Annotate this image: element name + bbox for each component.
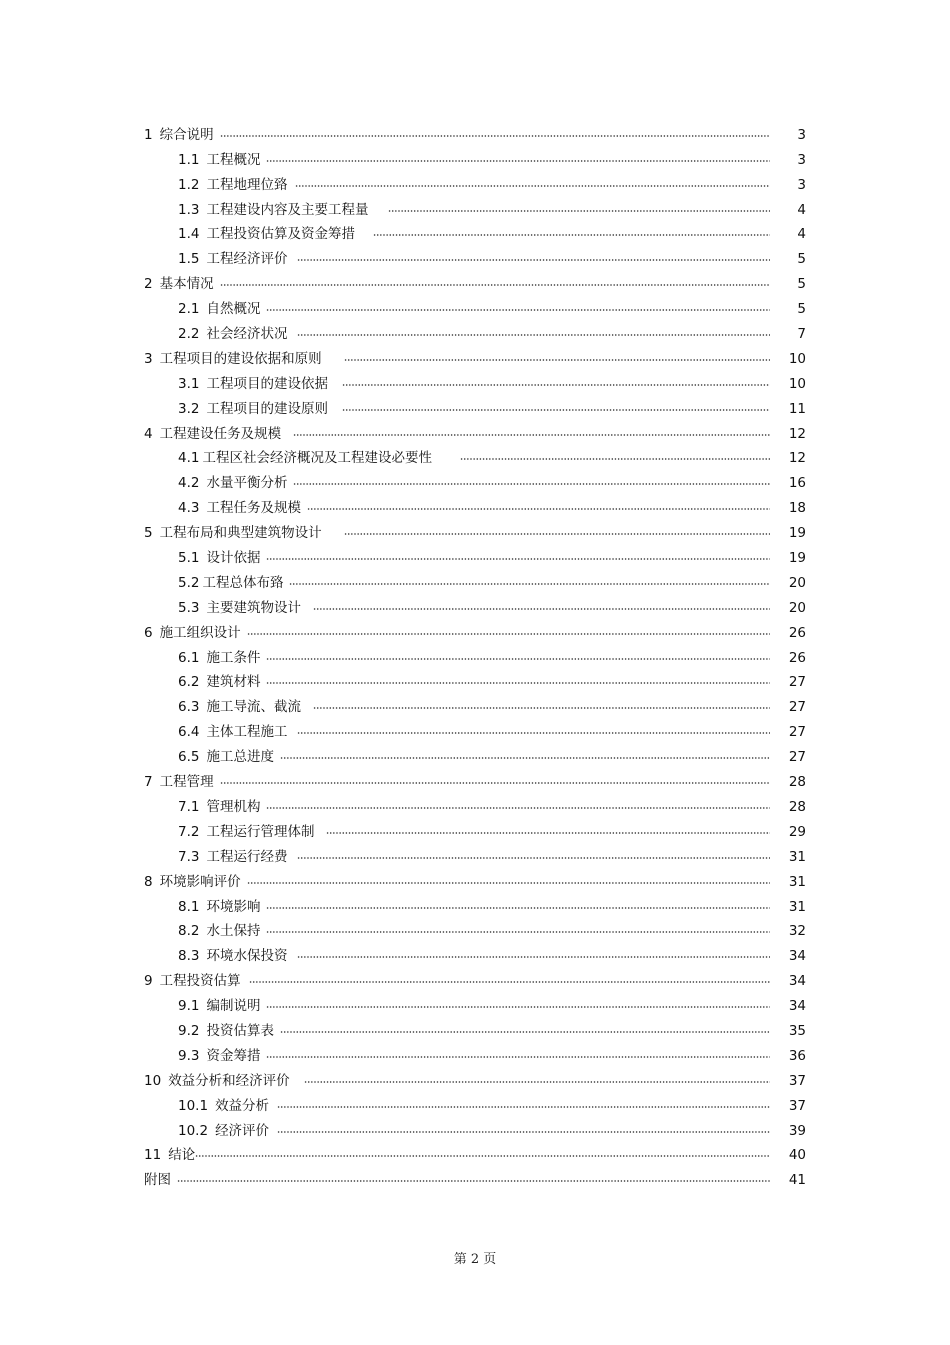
toc-entry-page-number: 31 — [788, 848, 806, 865]
toc-entry-page-number: 16 — [788, 475, 806, 492]
toc-entry-title: 施工导流、截流 — [206, 699, 301, 716]
toc-entry-page-number: 4 — [797, 226, 806, 243]
toc-leader-dots — [297, 331, 770, 339]
toc-entry-section[interactable] — [0, 1039, 806, 1064]
toc-entry-page-number: 37 — [788, 1072, 806, 1089]
toc-leader-dots — [344, 356, 770, 364]
toc-entry-title: 工程布局和典型建筑物设计 — [159, 525, 322, 542]
toc-entry-page-number: 31 — [788, 873, 806, 890]
toc-entry-section[interactable] — [0, 566, 806, 591]
toc-leader-dots — [297, 729, 770, 737]
toc-entry-number: 9 — [144, 973, 153, 990]
toc-entry-section[interactable] — [0, 1089, 806, 1114]
toc-entry-page-number: 29 — [788, 823, 806, 840]
toc-entry-number: 8.1 — [178, 898, 200, 915]
toc-leader-dots — [289, 580, 770, 588]
toc-entry-title: 投资估算表 — [206, 1022, 274, 1039]
toc-leader-dots — [293, 431, 770, 439]
toc-leader-dots — [266, 655, 770, 663]
toc-entry-page-number: 5 — [797, 251, 806, 268]
toc-leader-dots — [266, 928, 770, 936]
toc-leader-dots — [293, 480, 770, 488]
toc-entry-section[interactable] — [0, 715, 806, 740]
toc-leader-dots — [266, 804, 770, 812]
toc-leader-dots — [297, 256, 770, 264]
toc-entry-page-number: 20 — [788, 574, 806, 591]
toc-entry-page-number: 40 — [788, 1147, 806, 1164]
toc-entry-section[interactable] — [0, 292, 806, 317]
toc-entry-section[interactable] — [0, 690, 806, 715]
toc-leader-dots — [295, 182, 770, 190]
toc-entry-page-number: 7 — [797, 326, 806, 343]
toc-entry-page-number: 3 — [797, 176, 806, 193]
toc-entry-title: 结论 — [168, 1147, 196, 1164]
toc-entry-number: 1.3 — [178, 201, 200, 218]
toc-entry-title: 工程区社会经济概况及工程建设必要性 — [202, 450, 432, 467]
toc-leader-dots — [266, 157, 770, 165]
toc-leader-dots — [266, 306, 770, 314]
toc-leader-dots — [307, 505, 770, 513]
toc-entry-number: 6.4 — [178, 724, 200, 741]
toc-entry-title: 工程概况 — [206, 151, 261, 168]
toc-entry-page-number: 27 — [788, 674, 806, 691]
toc-leader-dots — [266, 1053, 770, 1061]
toc-leader-dots — [344, 530, 770, 538]
toc-entry-chapter[interactable] — [0, 118, 806, 143]
toc-entry-number: 9.2 — [178, 1022, 200, 1039]
toc-entry-number: 9.3 — [178, 1047, 200, 1064]
toc-entry-title: 工程总体布臵 — [202, 574, 284, 591]
toc-entry-number: 6.3 — [178, 699, 200, 716]
toc-entry-number: 6.5 — [178, 749, 200, 766]
toc-leader-dots — [342, 406, 770, 414]
toc-entry-number: 1.2 — [178, 176, 200, 193]
toc-entry-section[interactable] — [0, 989, 806, 1014]
toc-entry-title: 管理机构 — [206, 798, 261, 815]
toc-entry-page-number: 10 — [788, 375, 806, 392]
toc-entry-section[interactable] — [0, 840, 806, 865]
toc-entry-section[interactable] — [0, 641, 806, 666]
toc-leader-dots — [220, 132, 770, 140]
toc-entry-page-number: 19 — [788, 550, 806, 567]
toc-leader-dots — [277, 1128, 770, 1136]
toc-entry-page-number: 3 — [797, 151, 806, 168]
toc-entry-number: 5.1 — [178, 550, 200, 567]
toc-entry-title: 自然概况 — [206, 301, 261, 318]
toc-entry-section[interactable] — [0, 740, 806, 765]
toc-entry-title: 建筑材料 — [206, 674, 261, 691]
toc-entry-chapter[interactable] — [0, 267, 806, 292]
toc-entry-title: 工程投资估算及资金筹措 — [206, 226, 355, 243]
toc-entry-page-number: 28 — [788, 798, 806, 815]
toc-entry-number: 11 — [144, 1147, 162, 1164]
toc-leader-dots — [247, 879, 770, 887]
toc-entry-section[interactable] — [0, 392, 806, 417]
toc-entry-title: 工程经济评价 — [206, 251, 288, 268]
toc-entry-number: 9.1 — [178, 998, 200, 1015]
toc-entry-title: 工程管理 — [159, 774, 214, 791]
toc-entry-number: 1.4 — [178, 226, 200, 243]
toc-entry-number: 7.3 — [178, 848, 200, 865]
toc-entry-number: 7.2 — [178, 823, 200, 840]
toc-entry-page-number: 32 — [788, 923, 806, 940]
toc-entry-chapter[interactable] — [0, 865, 806, 890]
toc-entry-number: 10 — [144, 1072, 162, 1089]
toc-entry-section[interactable] — [0, 815, 806, 840]
toc-entry-section[interactable] — [0, 466, 806, 491]
toc-entry-title: 工程任务及规模 — [206, 500, 301, 517]
toc-entry-title: 环境影响评价 — [159, 873, 241, 890]
toc-entry-title: 施工总进度 — [206, 749, 274, 766]
toc-leader-dots — [247, 630, 770, 638]
toc-leader-dots — [313, 605, 770, 613]
toc-entry-title: 主体工程施工 — [206, 724, 288, 741]
toc-leader-dots — [195, 1152, 770, 1160]
toc-entry-title: 工程运行经费 — [206, 848, 288, 865]
toc-entry-number: 5.2 — [178, 574, 200, 591]
toc-entry-title: 工程项目的建设依据和原则 — [159, 350, 322, 367]
toc-entry-page-number: 37 — [788, 1097, 806, 1114]
toc-entry-page-number: 26 — [788, 649, 806, 666]
toc-entry-number: 5.3 — [178, 599, 200, 616]
toc-entry-title: 水土保持 — [206, 923, 261, 940]
toc-entry-page-number: 20 — [788, 599, 806, 616]
toc-entry-page-number: 31 — [788, 898, 806, 915]
toc-entry-title: 施工组织设计 — [159, 624, 241, 641]
toc-leader-dots — [266, 679, 770, 687]
toc-entry-section[interactable] — [0, 666, 806, 691]
toc-entry-number: 3 — [144, 350, 153, 367]
toc-entry-chapter[interactable] — [0, 765, 806, 790]
toc-entry-title: 社会经济状况 — [206, 326, 288, 343]
toc-entry-section[interactable] — [0, 591, 806, 616]
toc-entry-page-number: 5 — [797, 276, 806, 293]
toc-entry-page-number: 5 — [797, 301, 806, 318]
toc-entry-page-number: 3 — [797, 126, 806, 143]
toc-entry-number: 6 — [144, 624, 153, 641]
toc-entry-number: 10.1 — [178, 1097, 209, 1114]
toc-entry-title: 基本情况 — [159, 276, 214, 293]
toc-leader-dots — [266, 555, 770, 563]
toc-leader-dots — [249, 978, 770, 986]
toc-entry-chapter[interactable] — [0, 1139, 806, 1164]
toc-entry-section[interactable] — [0, 1114, 806, 1139]
toc-entry-page-number: 18 — [788, 500, 806, 517]
toc-entry-section[interactable] — [0, 367, 806, 392]
toc-entry-number: 4.1 — [178, 450, 200, 467]
toc-entry-page-number: 27 — [788, 699, 806, 716]
toc-entry-number: 4.2 — [178, 475, 200, 492]
toc-leader-dots — [266, 904, 770, 912]
toc-entry-title: 主要建筑物设计 — [206, 599, 301, 616]
table-of-contents — [0, 118, 950, 1188]
toc-entry-title: 施工条件 — [206, 649, 261, 666]
toc-leader-dots — [460, 455, 770, 463]
toc-entry-title: 工程项目的建设依据 — [206, 375, 328, 392]
toc-entry-chapter[interactable] — [0, 964, 806, 989]
toc-leader-dots — [280, 1028, 770, 1036]
toc-entry-number: 3.1 — [178, 375, 200, 392]
toc-leader-dots — [277, 1103, 770, 1111]
toc-entry-page-number: 41 — [788, 1172, 806, 1189]
toc-entry-title: 设计依据 — [206, 550, 261, 567]
toc-entry-title: 效益分析和经济评价 — [168, 1072, 290, 1089]
toc-entry-section[interactable] — [0, 491, 806, 516]
toc-leader-dots — [177, 1177, 770, 1185]
toc-entry-section[interactable] — [0, 218, 806, 243]
toc-entry-title: 经济评价 — [215, 1122, 270, 1139]
toc-entry-section[interactable] — [0, 168, 806, 193]
toc-entry-page-number: 36 — [788, 1047, 806, 1064]
toc-entry-number: 1 — [144, 126, 153, 143]
toc-entry-number: 2 — [144, 276, 153, 293]
toc-entry-page-number: 34 — [788, 973, 806, 990]
toc-entry-section[interactable] — [0, 939, 806, 964]
toc-leader-dots — [297, 854, 770, 862]
toc-entry-page-number: 19 — [788, 525, 806, 542]
toc-entry-title: 水量平衡分析 — [206, 475, 288, 492]
toc-entry-section[interactable] — [0, 915, 806, 940]
toc-entry-number: 3.2 — [178, 400, 200, 417]
toc-leader-dots — [313, 704, 770, 712]
toc-entry-page-number: 12 — [788, 450, 806, 467]
toc-leader-dots — [266, 1003, 770, 1011]
toc-entry-page-number: 12 — [788, 425, 806, 442]
toc-entry-number: 2.2 — [178, 326, 200, 343]
toc-entry-number: 8.3 — [178, 948, 200, 965]
toc-entry-number: 6.2 — [178, 674, 200, 691]
toc-entry-page-number: 11 — [788, 400, 806, 417]
toc-entry-page-number: 10 — [788, 350, 806, 367]
toc-entry-section[interactable] — [0, 143, 806, 168]
toc-entry-title: 效益分析 — [215, 1097, 270, 1114]
toc-entry-number: 7.1 — [178, 798, 200, 815]
toc-entry-number: 8 — [144, 873, 153, 890]
toc-entry-number: 7 — [144, 774, 153, 791]
toc-entry-title: 附图 — [144, 1172, 171, 1189]
toc-entry-title: 综合说明 — [159, 126, 214, 143]
toc-leader-dots — [304, 1078, 770, 1086]
toc-entry-chapter[interactable] — [0, 1064, 806, 1089]
toc-entry-title: 编制说明 — [206, 998, 261, 1015]
toc-entry-section[interactable] — [0, 193, 806, 218]
toc-entry-section[interactable] — [0, 242, 806, 267]
toc-entry-page-number: 39 — [788, 1122, 806, 1139]
toc-entry-title: 环境影响 — [206, 898, 261, 915]
toc-entry-number: 1.1 — [178, 151, 200, 168]
toc-entry-title: 工程建设内容及主要工程量 — [206, 201, 369, 218]
toc-entry-page-number: 35 — [788, 1022, 806, 1039]
toc-entry-number: 8.2 — [178, 923, 200, 940]
toc-entry-title: 工程运行管理体制 — [206, 823, 315, 840]
toc-entry-section[interactable] — [0, 317, 806, 342]
toc-leader-dots — [297, 953, 770, 961]
toc-entry-page-number: 27 — [788, 724, 806, 741]
toc-entry-number: 4.3 — [178, 500, 200, 517]
toc-entry-page-number: 28 — [788, 774, 806, 791]
toc-entry-section[interactable] — [0, 1014, 806, 1039]
toc-leader-dots — [326, 829, 770, 837]
toc-entry-number: 4 — [144, 425, 153, 442]
toc-entry-page-number: 34 — [788, 948, 806, 965]
toc-entry-page-number: 34 — [788, 998, 806, 1015]
toc-entry-page-number: 4 — [797, 201, 806, 218]
toc-entry-chapter[interactable] — [0, 342, 806, 367]
toc-leader-dots — [280, 754, 770, 762]
toc-entry-title: 资金筹措 — [206, 1047, 261, 1064]
toc-entry-page-number: 27 — [788, 749, 806, 766]
toc-entry-number: 6.1 — [178, 649, 200, 666]
toc-entry-number: 2.1 — [178, 301, 200, 318]
toc-entry-section[interactable] — [0, 442, 806, 467]
toc-leader-dots — [388, 207, 770, 215]
page-number-footer: 第 2 页 — [453, 1252, 497, 1267]
toc-entry-number: 1.5 — [178, 251, 200, 268]
toc-entry-title: 工程地理位臵 — [206, 176, 288, 193]
toc-leader-dots — [220, 281, 770, 289]
toc-entry-title: 工程投资估算 — [159, 973, 241, 990]
toc-entry-page-number: 26 — [788, 624, 806, 641]
toc-leader-dots — [220, 779, 770, 787]
toc-entry-chapter[interactable] — [0, 417, 806, 442]
toc-entry-title: 环境水保投资 — [206, 948, 288, 965]
toc-entry-number: 5 — [144, 525, 153, 542]
toc-entry-title: 工程项目的建设原则 — [206, 400, 328, 417]
toc-entry-chapter[interactable] — [0, 1163, 806, 1188]
toc-entry-number: 10.2 — [178, 1122, 209, 1139]
toc-leader-dots — [342, 381, 770, 389]
toc-entry-chapter[interactable] — [0, 516, 806, 541]
toc-entry-section[interactable] — [0, 541, 806, 566]
toc-leader-dots — [373, 231, 770, 239]
toc-entry-chapter[interactable] — [0, 616, 806, 641]
toc-entry-section[interactable] — [0, 790, 806, 815]
toc-entry-title: 工程建设任务及规模 — [159, 425, 282, 442]
toc-entry-section[interactable] — [0, 890, 806, 915]
